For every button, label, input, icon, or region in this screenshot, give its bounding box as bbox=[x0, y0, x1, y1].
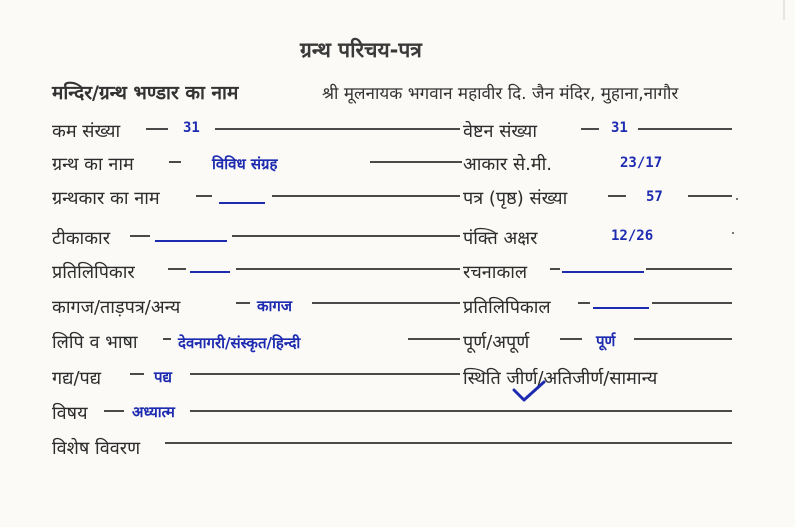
underline bbox=[215, 128, 460, 130]
underline bbox=[272, 195, 460, 197]
kagaz-value: कागज bbox=[257, 297, 292, 315]
pratilipikal-label: प्रतिलिपिकाल bbox=[463, 297, 551, 318]
blank-dash bbox=[190, 271, 230, 273]
patra-value: 57 bbox=[646, 189, 663, 205]
underline bbox=[646, 268, 732, 270]
granth-value: विविध संग्रह bbox=[212, 155, 278, 173]
underline bbox=[130, 373, 144, 375]
gadya-label: गद्य/पद्य bbox=[52, 368, 102, 389]
blank-dash bbox=[155, 240, 227, 242]
vishay-value: अध्यात्म bbox=[132, 403, 175, 421]
edge-shadow bbox=[783, 0, 785, 20]
pratilipikar-label: प्रतिलिपिकार bbox=[52, 262, 135, 283]
blank-dash bbox=[593, 307, 649, 309]
kagaz-label: कागज/ताड़पत्र/अन्य bbox=[52, 297, 181, 318]
veshtan-label: वेष्टन संख्या bbox=[463, 121, 538, 142]
kram-label: कम संख्या bbox=[52, 121, 121, 142]
vivaran-label: विशेष विवरण bbox=[52, 438, 141, 459]
form-title: ग्रन्थ परिचय-पत्र bbox=[300, 38, 422, 62]
granth-label: ग्रन्थ का नाम bbox=[52, 154, 134, 175]
underline bbox=[146, 128, 168, 130]
underline bbox=[634, 338, 732, 340]
granthkar-label: ग्रन्थकार का नाम bbox=[52, 188, 160, 209]
underline bbox=[236, 268, 460, 270]
underline bbox=[312, 302, 460, 304]
underline bbox=[408, 338, 460, 340]
gadya-value: पद्य bbox=[154, 368, 172, 386]
underline bbox=[165, 442, 732, 444]
underline bbox=[196, 195, 212, 197]
kram-value: 31 bbox=[183, 120, 200, 136]
underline bbox=[638, 128, 732, 130]
underline bbox=[581, 128, 599, 130]
underline bbox=[652, 302, 732, 304]
underline bbox=[232, 235, 460, 237]
underline bbox=[190, 373, 460, 375]
blank-dash bbox=[219, 202, 265, 204]
underline bbox=[370, 161, 462, 163]
patra-label: पत्र (पृष्ठ) संख्या bbox=[463, 188, 568, 209]
checkmark-icon bbox=[512, 380, 546, 404]
tikakar-label: टीकाकार bbox=[52, 228, 111, 249]
speck bbox=[736, 198, 738, 200]
lipi-value: देवनागरी/संस्कृत/हिन्दी bbox=[178, 334, 301, 352]
library-value: श्री मूलनायक भगवान महावीर दि. जैन मंदिर, मुहाना,नागौर bbox=[322, 84, 679, 104]
underline bbox=[608, 195, 626, 197]
underline bbox=[163, 338, 171, 340]
underline bbox=[560, 338, 582, 340]
underline bbox=[169, 161, 181, 163]
speck bbox=[732, 232, 734, 234]
pankti-label: पंक्ति अक्षर bbox=[463, 228, 538, 249]
veshtan-value: 31 bbox=[611, 120, 628, 136]
underline bbox=[130, 235, 150, 237]
underline bbox=[190, 410, 732, 412]
vishay-label: विषय bbox=[52, 403, 88, 424]
underline bbox=[578, 302, 590, 304]
underline bbox=[236, 302, 250, 304]
underline bbox=[104, 410, 124, 412]
library-label: मन्दिर/ग्रन्थ भण्डार का नाम bbox=[52, 82, 239, 104]
underline bbox=[550, 268, 560, 270]
purna-label: पूर्ण/अपूर्ण bbox=[463, 332, 530, 353]
sthiti-label: स्थिति जीर्ण/अतिजीर्ण/सामान्य bbox=[463, 368, 658, 389]
blank-dash bbox=[562, 271, 644, 273]
rachnakal-label: रचनाकाल bbox=[463, 262, 528, 283]
pankti-value: 12/26 bbox=[611, 228, 654, 244]
underline bbox=[168, 268, 186, 270]
akar-label: आकार से.मी. bbox=[463, 154, 553, 175]
purna-value: पूर्ण bbox=[596, 332, 616, 350]
akar-value: 23/17 bbox=[620, 155, 663, 171]
underline bbox=[688, 195, 732, 197]
lipi-label: लिपि व भाषा bbox=[52, 332, 138, 353]
